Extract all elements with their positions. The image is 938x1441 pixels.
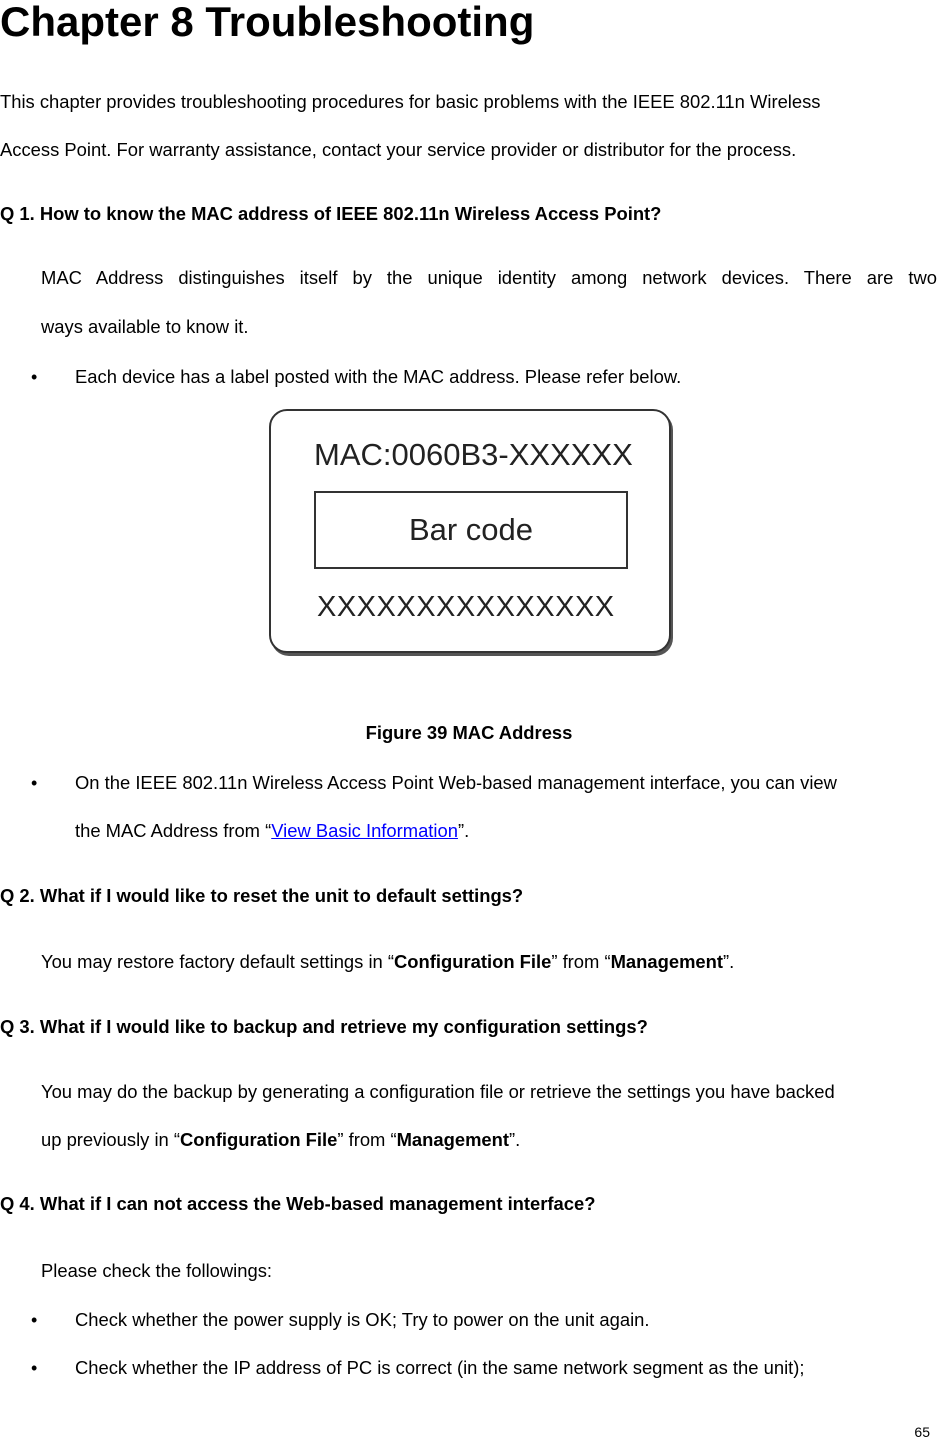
q4-answer-intro: Please check the followings: bbox=[41, 1260, 273, 1281]
q3-answer-line-1: You may do the backup by generating a configuration file or retrieve the settings you have backed bbox=[41, 1081, 835, 1102]
serial-text: XXXXXXXXXXXXXXX bbox=[317, 591, 615, 623]
question-1: Q 1. How to know the MAC address of IEEE 802.11n Wireless Access Point? bbox=[0, 203, 662, 224]
chapter-title: Chapter 8 Troubleshooting bbox=[0, 0, 535, 45]
mac-label-text: MAC:0060B3-XXXXXX bbox=[314, 437, 633, 472]
mac-label-figure bbox=[269, 409, 671, 653]
q3-answer-line-2 bbox=[41, 1128, 520, 1152]
q3-answer-mid: ” from “ bbox=[337, 1129, 397, 1150]
q2-answer-pre: You may restore factory default settings in “ bbox=[41, 951, 395, 972]
intro-line-2: Access Point. For warranty assistance, contact your service provider or distributor for the process. bbox=[0, 139, 797, 160]
bullet-icon: • bbox=[31, 367, 38, 387]
q4-bullet-2: Check whether the IP address of PC is correct (in the same network segment as the unit); bbox=[75, 1357, 805, 1378]
q1-bullet-1: Each device has a label posted with the MAC address. Please refer below. bbox=[75, 366, 682, 387]
q1-bullet-2-pre: the MAC Address from “ bbox=[75, 820, 272, 841]
q2-answer bbox=[41, 950, 734, 974]
bullet-icon: • bbox=[31, 1358, 38, 1378]
q2-answer-mid: ” from “ bbox=[551, 951, 611, 972]
bullet-icon: • bbox=[31, 1310, 38, 1330]
q1-answer-line-1: MAC Address distinguishes itself by the unique identity among network devices. There are two bbox=[41, 267, 937, 288]
bullet-icon: • bbox=[31, 773, 38, 793]
question-3: Q 3. What if I would like to backup and retrieve my configuration settings? bbox=[0, 1016, 648, 1037]
view-basic-information-link[interactable]: View Basic Information bbox=[271, 820, 458, 841]
figure-caption: Figure 39 MAC Address bbox=[365, 722, 573, 743]
q2-answer-post: ”. bbox=[723, 951, 735, 972]
configuration-file-term: Configuration File bbox=[180, 1129, 338, 1150]
configuration-file-term: Configuration File bbox=[394, 951, 552, 972]
q3-answer-pre: up previously in “ bbox=[41, 1129, 181, 1150]
barcode-box bbox=[314, 491, 628, 569]
barcode-text: Bar code bbox=[408, 512, 534, 547]
q1-bullet-2-line-2 bbox=[75, 819, 469, 843]
q1-bullet-2-post: ”. bbox=[457, 820, 470, 841]
q1-answer-line-2: ways available to know it. bbox=[41, 316, 249, 337]
q3-answer-post: ”. bbox=[509, 1129, 521, 1150]
q1-bullet-2-line-1: On the IEEE 802.11n Wireless Access Point Web-based management interface, you can view bbox=[75, 772, 837, 793]
management-term: Management bbox=[396, 1129, 510, 1150]
question-2: Q 2. What if I would like to reset the unit to default settings? bbox=[0, 885, 524, 906]
q4-bullet-1: Check whether the power supply is OK; Try to power on the unit again. bbox=[75, 1309, 650, 1330]
management-term: Management bbox=[610, 951, 724, 972]
intro-line-1: This chapter provides troubleshooting procedures for basic problems with the IEEE 802.11n Wireless bbox=[0, 91, 821, 112]
page-number: 65 bbox=[914, 1424, 930, 1440]
question-4: Q 4. What if I can not access the Web-based management interface? bbox=[0, 1193, 596, 1214]
